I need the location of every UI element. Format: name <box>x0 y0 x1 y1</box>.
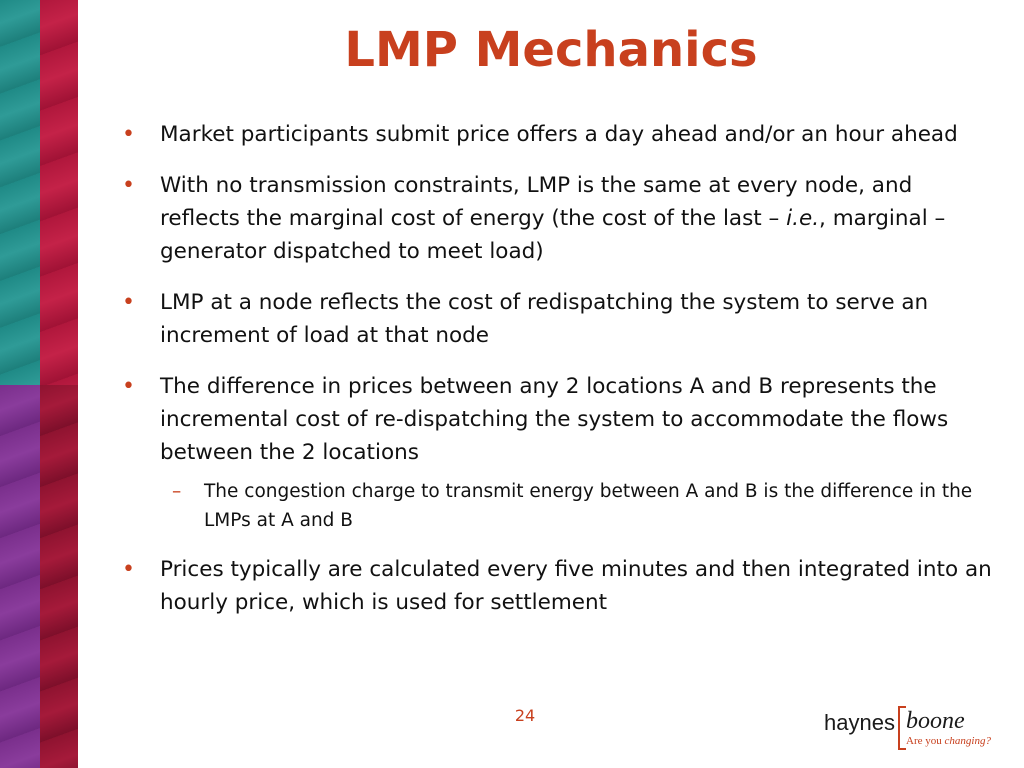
logo-tagline-italic: changing? <box>944 735 991 747</box>
page-number: 24 <box>514 706 536 725</box>
logo-text-right: boone <box>906 708 965 734</box>
sub-bullet-text: The congestion charge to transmit energy between A and B is the difference in the LMPs at A and B <box>204 481 973 531</box>
bullet-icon: • <box>122 122 135 147</box>
slide-title: LMP Mechanics <box>344 22 758 78</box>
logo-tagline-part: Are you <box>906 735 945 747</box>
logo-bracket-icon <box>898 706 906 750</box>
bullet-text-part: With no transmission constraints, LMP is the same at every node, and reflects the marginal cost of energy (the cost of the last – <box>160 173 913 231</box>
bullet-text: The difference in prices between any 2 locations A and B represents the incremental cost of re-dispatching the system to accommodate the flows between the 2 locations <box>160 374 949 465</box>
bullet-item <box>118 553 998 619</box>
bullet-text-italic: i.e. <box>786 206 820 231</box>
bullet-text: LMP at a node reflects the cost of redispatching the system to serve an increment of load at that node <box>160 290 929 348</box>
bullet-text-part: , marginal – generator dispatched to meet load) <box>160 206 946 264</box>
bullet-item <box>118 118 998 151</box>
bullet-item <box>118 286 998 352</box>
bullet-icon: • <box>122 374 135 399</box>
bullet-text <box>160 173 945 264</box>
logo-tagline <box>906 735 991 747</box>
bullet-item <box>118 370 998 469</box>
decorative-stripe-teal <box>0 0 40 385</box>
bullet-icon: • <box>122 557 135 582</box>
sub-bullet-icon: – <box>172 481 182 502</box>
bullet-text: Prices typically are calculated every five minutes and then integrated into an hourly price, which is used for settlement <box>160 557 992 615</box>
bullet-icon: • <box>122 173 135 198</box>
bullet-icon: • <box>122 290 135 315</box>
bullet-item <box>118 169 998 268</box>
logo-text-left: haynes <box>824 710 895 735</box>
bullet-text: Market participants submit price offers a day ahead and/or an hour ahead <box>160 122 958 147</box>
company-logo <box>824 702 1004 754</box>
bullet-list <box>118 118 998 637</box>
decorative-stripe-crimson <box>40 0 78 385</box>
sub-bullet-item <box>118 477 998 535</box>
